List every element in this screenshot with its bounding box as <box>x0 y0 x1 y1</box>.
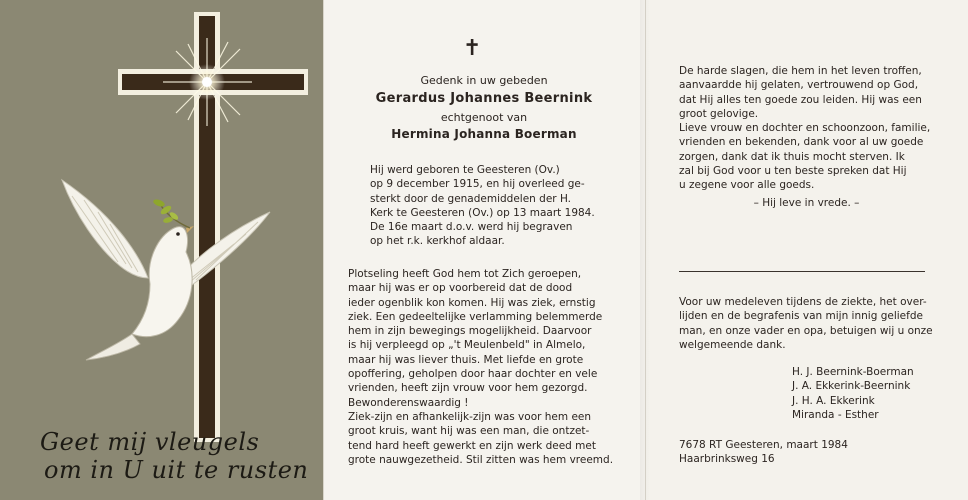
text-line: hem in zijn bewegings mogelijkheid. Daarvoor <box>348 325 592 338</box>
text-line: Voor uw medeleven tijdens de ziekte, het over- <box>679 296 927 308</box>
olive-branch-icon <box>152 198 190 228</box>
bio-line: op 9 december 1915, en hij overleed ge- <box>370 178 585 191</box>
bio-line: Kerk te Geesteren (Ov.) op 13 maart 1984. <box>370 206 595 219</box>
motto <box>40 428 320 484</box>
small-cross-icon: ✝ <box>463 36 482 61</box>
text-line: zorgen, dank dat ik thuis mocht sterven. Ik <box>679 150 905 163</box>
text-line: u zegene voor alle goeds. <box>679 179 815 192</box>
address-line: Haarbrinksweg 16 <box>679 453 775 466</box>
address <box>679 438 848 467</box>
thanks-text <box>679 295 949 352</box>
text-line: zal bij God voor u ten beste spreken dat Hij <box>679 165 907 178</box>
text-line: tend hard heeft gewerkt en zijn werk deed met <box>348 439 596 452</box>
fold-shadow <box>640 0 650 500</box>
address-line: 7678 RT Geesteren, maart 1984 <box>679 439 848 451</box>
text-line: Bewonderenswaardig ! <box>348 396 469 409</box>
text-line: dat Hij alles ten goede zou leiden. Hij was een <box>679 93 922 106</box>
text-line: Ziek-zijn en afhankelijk-zijn was voor hem een <box>348 410 592 423</box>
motto-line-1: Geet mij vleugels <box>40 428 260 456</box>
signer: J. H. A. Ekkerink <box>792 394 875 407</box>
text-line: groot kruis, want hij was een man, die ontzet- <box>348 425 590 438</box>
text-line: is hij verpleegd op „'t Meulenbeld" in Almelo, <box>348 339 586 352</box>
closing-line: – Hij leve in vrede. – <box>753 197 860 209</box>
text-line: vrienden, heeft zijn vrouw voor hem gezorgd. <box>348 382 588 395</box>
spouse-name: Hermina Johanna Boerman <box>391 127 577 141</box>
signer: H. J. Beernink-Boerman <box>792 366 914 378</box>
text-line: man, en onze vader en opa, betuigen wij u onze <box>679 324 933 337</box>
text-line: aanvaardde hij gelaten, vertrouwend op God, <box>679 79 919 92</box>
signer: J. A. Ekkerink-Beernink <box>792 380 911 393</box>
spouse-label: echtgenoot van <box>440 111 528 124</box>
biography <box>370 163 598 249</box>
main-text <box>348 267 624 467</box>
bio-line: sterkt door de genademiddelen der H. <box>370 192 572 205</box>
bio-line: De 16e maart d.o.v. werd hij begraven <box>370 221 573 234</box>
text-line: groot gelovige. <box>679 107 759 120</box>
text-line: lijden en de begrafenis van mijn innig geliefde <box>679 310 923 323</box>
signer: Miranda - Esther <box>792 408 879 421</box>
text-line: welgemeende dank. <box>679 338 786 351</box>
text-line: opoffering, geholpen door haar dochter en vele <box>348 368 598 381</box>
text-line: ziek. Een gedeeltelijke verlamming belemmerde <box>348 310 603 323</box>
continued-text <box>679 64 949 193</box>
cross-and-dove-illustration <box>0 0 323 500</box>
motto-line-2: om in U uit te rusten <box>44 456 309 484</box>
text-line: ieder ogenblik kon komen. Hij was ziek, ernstig <box>348 296 596 309</box>
bio-line: op het r.k. kerkhof aldaar. <box>370 235 505 248</box>
bio-line: Hij werd geboren te Geesteren (Ov.) <box>370 164 560 176</box>
deceased-name: Gerardus Johannes Beernink <box>375 91 593 106</box>
text-line: Plotseling heeft God hem tot Zich geroepen, <box>348 268 582 280</box>
text-line: Lieve vrouw en dochter en schoonzoon, familie, <box>679 122 931 135</box>
text-line: De harde slagen, die hem in het leven troffen, <box>679 65 922 77</box>
text-line: maar hij was liever thuis. Met liefde en grote <box>348 353 584 366</box>
text-line: vrienden en bekenden, dank voor al uw goede <box>679 136 924 149</box>
text-line: grote nauwgezetheid. Stil zitten was hem vreemd. <box>348 453 614 466</box>
divider <box>679 271 925 272</box>
signers <box>792 365 914 422</box>
text-line: maar hij was er op voorbereid dat de dood <box>348 282 573 295</box>
intro-text: Gedenk in uw gebeden <box>420 74 548 87</box>
